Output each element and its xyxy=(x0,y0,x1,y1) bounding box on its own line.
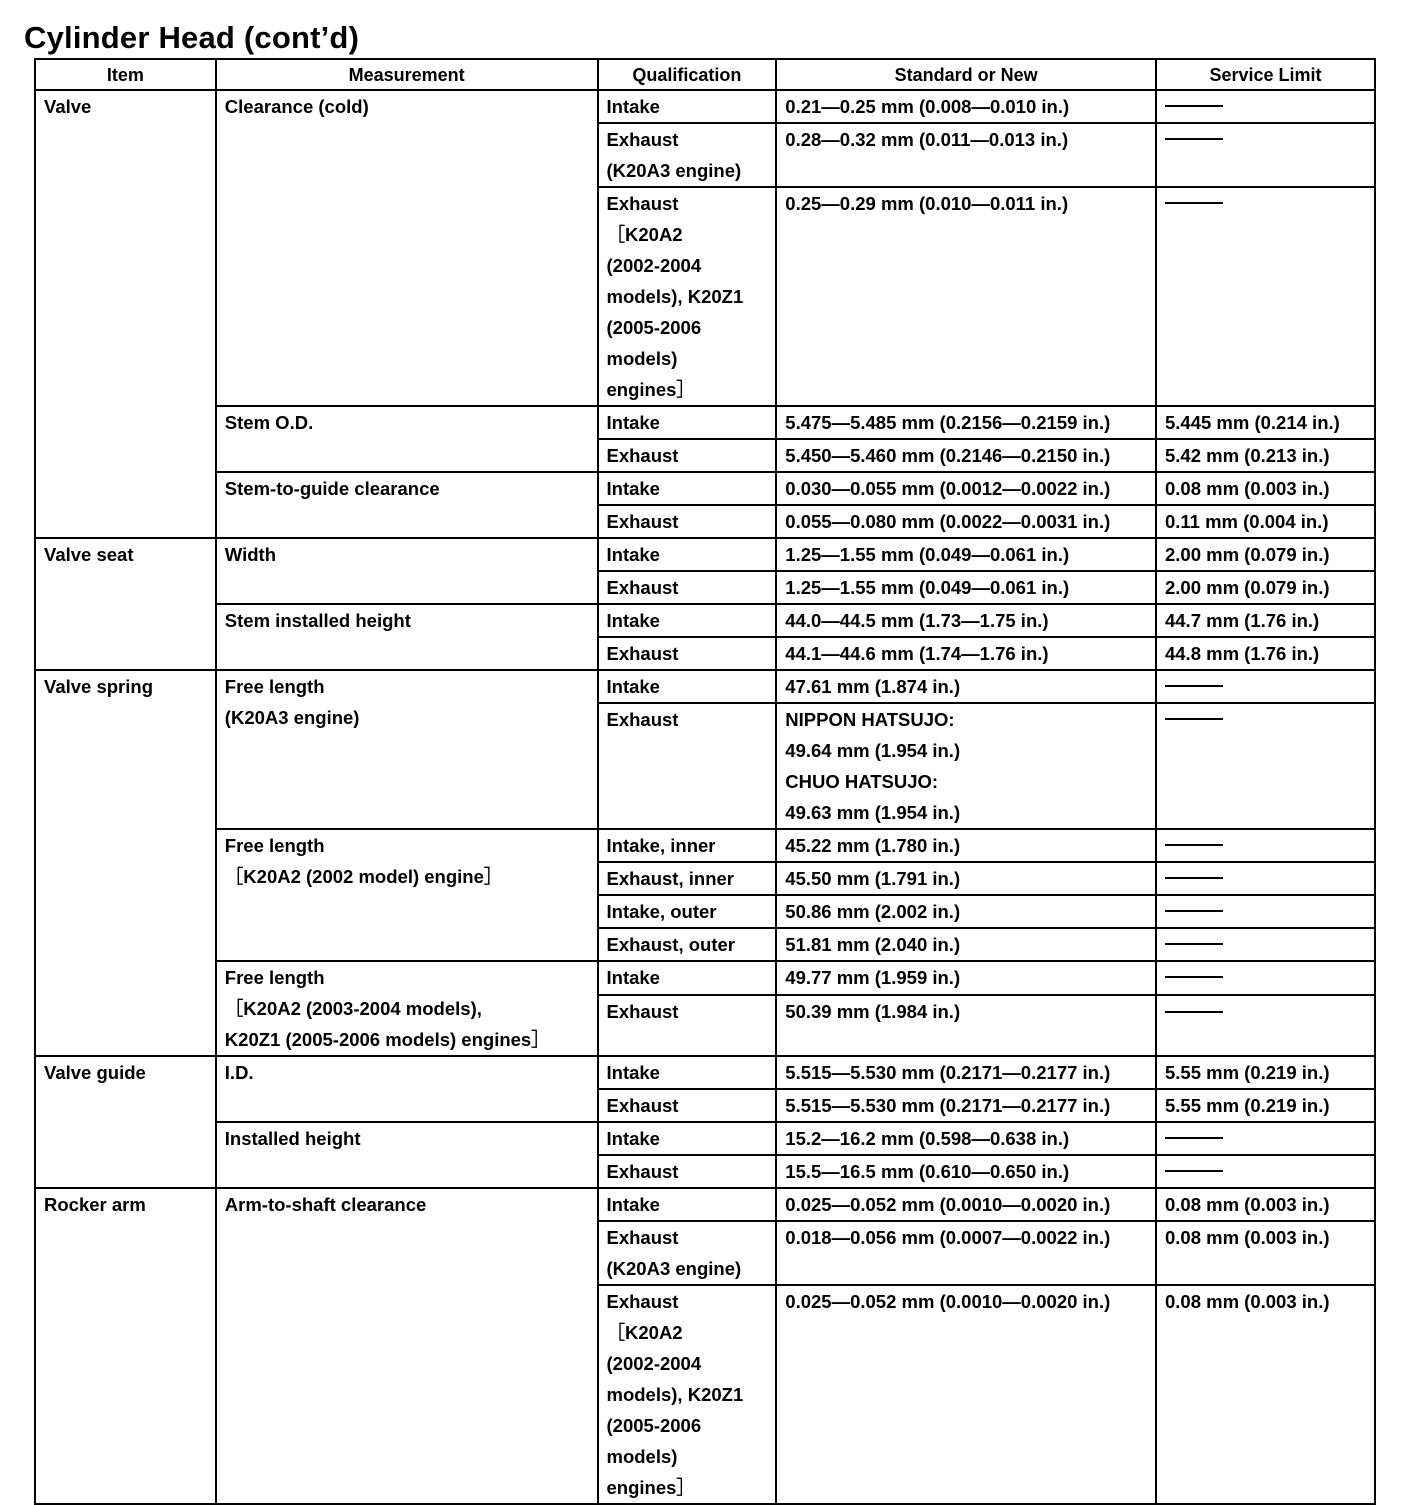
standard-cell: 47.61 mm (1.874 in.) xyxy=(776,670,1156,703)
measurement-cell: Free length ［K20A2 (2002 model) engine］ xyxy=(216,829,598,961)
item-cell: Valve spring xyxy=(35,670,216,1056)
limit-cell xyxy=(1156,123,1375,187)
standard-cell: 1.25—1.55 mm (0.049—0.061 in.) xyxy=(776,571,1156,604)
qualification-cell: Intake xyxy=(598,670,777,703)
limit-cell xyxy=(1156,961,1375,995)
standard-cell: 44.1—44.6 mm (1.74—1.76 in.) xyxy=(776,637,1156,670)
qualification-cell: Intake xyxy=(598,538,777,571)
item-cell: Valve xyxy=(35,90,216,538)
header-service-limit: Service Limit xyxy=(1156,59,1375,90)
limit-cell: 5.55 mm (0.219 in.) xyxy=(1156,1089,1375,1122)
qualification-cell: Exhaust xyxy=(598,505,777,538)
header-item: Item xyxy=(35,59,216,90)
standard-cell: 5.515—5.530 mm (0.2171—0.2177 in.) xyxy=(776,1089,1156,1122)
qualification-cell: Intake, outer xyxy=(598,895,777,928)
qualification-cell: Intake xyxy=(598,1188,777,1221)
limit-cell: 0.08 mm (0.003 in.) xyxy=(1156,1221,1375,1285)
measurement-cell: Width xyxy=(216,538,598,604)
qualification-cell: Intake xyxy=(598,90,777,123)
standard-cell: 1.25—1.55 mm (0.049—0.061 in.) xyxy=(776,538,1156,571)
qualification-cell: Exhaust xyxy=(598,571,777,604)
table-row xyxy=(35,406,1375,439)
page-title: Cylinder Head (cont’d) xyxy=(24,20,360,55)
qualification-cell: Exhaust xyxy=(598,1155,777,1188)
header-measurement: Measurement xyxy=(216,59,598,90)
qualification-cell: Intake xyxy=(598,1056,777,1089)
limit-cell: 44.7 mm (1.76 in.) xyxy=(1156,604,1375,637)
no-limit-dash xyxy=(1165,976,1223,978)
qualification-cell: Intake xyxy=(598,472,777,505)
limit-cell: 5.55 mm (0.219 in.) xyxy=(1156,1056,1375,1089)
measurement-cell: Installed height xyxy=(216,1122,598,1188)
table-row xyxy=(35,472,1375,505)
header-row xyxy=(35,59,1375,90)
limit-cell xyxy=(1156,1155,1375,1188)
standard-cell: 0.055—0.080 mm (0.0022—0.0031 in.) xyxy=(776,505,1156,538)
limit-cell: 5.445 mm (0.214 in.) xyxy=(1156,406,1375,439)
measurement-cell: Stem-to-guide clearance xyxy=(216,472,598,538)
limit-cell xyxy=(1156,895,1375,928)
no-limit-dash xyxy=(1165,1170,1223,1172)
standard-cell: 44.0—44.5 mm (1.73—1.75 in.) xyxy=(776,604,1156,637)
limit-cell: 2.00 mm (0.079 in.) xyxy=(1156,571,1375,604)
qualification-cell: Intake xyxy=(598,1122,777,1155)
item-cell: Valve seat xyxy=(35,538,216,670)
standard-cell: 0.025—0.052 mm (0.0010—0.0020 in.) xyxy=(776,1188,1156,1221)
qualification-cell: Exhaust xyxy=(598,637,777,670)
qualification-cell: Intake xyxy=(598,961,777,995)
limit-cell: 5.42 mm (0.213 in.) xyxy=(1156,439,1375,472)
no-limit-dash xyxy=(1165,1011,1223,1013)
standard-cell: 0.21—0.25 mm (0.008—0.010 in.) xyxy=(776,90,1156,123)
table-row xyxy=(35,670,1375,703)
table-row xyxy=(35,538,1375,571)
measurement-cell: Stem installed height xyxy=(216,604,598,670)
measurement-cell: I.D. xyxy=(216,1056,598,1122)
standard-cell: 0.28—0.32 mm (0.011—0.013 in.) xyxy=(776,123,1156,187)
limit-cell xyxy=(1156,995,1375,1056)
table-row xyxy=(35,604,1375,637)
table-row xyxy=(35,961,1375,995)
standard-cell: 15.2—16.2 mm (0.598—0.638 in.) xyxy=(776,1122,1156,1155)
item-cell: Rocker arm xyxy=(35,1188,216,1504)
header-standard: Standard or New xyxy=(776,59,1156,90)
limit-cell xyxy=(1156,862,1375,895)
no-limit-dash xyxy=(1165,943,1223,945)
table-row xyxy=(35,1056,1375,1089)
qualification-cell: Exhaust, inner xyxy=(598,862,777,895)
standard-cell: 5.475—5.485 mm (0.2156—0.2159 in.) xyxy=(776,406,1156,439)
standard-cell: 5.515—5.530 mm (0.2171—0.2177 in.) xyxy=(776,1056,1156,1089)
standard-cell: 51.81 mm (2.040 in.) xyxy=(776,928,1156,961)
limit-cell: 44.8 mm (1.76 in.) xyxy=(1156,637,1375,670)
no-limit-dash xyxy=(1165,877,1223,879)
limit-cell xyxy=(1156,703,1375,829)
no-limit-dash xyxy=(1165,910,1223,912)
no-limit-dash xyxy=(1165,844,1223,846)
standard-cell: 15.5—16.5 mm (0.610—0.650 in.) xyxy=(776,1155,1156,1188)
qualification-cell: Exhaust xyxy=(598,1089,777,1122)
standard-cell: 50.86 mm (2.002 in.) xyxy=(776,895,1156,928)
standard-cell: 0.018—0.056 mm (0.0007—0.0022 in.) xyxy=(776,1221,1156,1285)
no-limit-dash xyxy=(1165,105,1223,107)
standard-cell: 45.50 mm (1.791 in.) xyxy=(776,862,1156,895)
table-row xyxy=(35,1188,1375,1221)
standard-cell: 0.25—0.29 mm (0.010—0.011 in.) xyxy=(776,187,1156,406)
qualification-cell: Exhaust xyxy=(598,439,777,472)
standard-cell: 0.025—0.052 mm (0.0010—0.0020 in.) xyxy=(776,1285,1156,1504)
limit-cell xyxy=(1156,670,1375,703)
qualification-cell: Exhaust xyxy=(598,995,777,1056)
table-row xyxy=(35,90,1375,123)
header-qualification: Qualification xyxy=(598,59,777,90)
standard-cell: 0.030—0.055 mm (0.0012—0.0022 in.) xyxy=(776,472,1156,505)
qualification-cell: Exhaust (K20A3 engine) xyxy=(598,123,777,187)
qualification-cell: Intake xyxy=(598,604,777,637)
qualification-cell: Exhaust ［K20A2 (2002-2004 models), K20Z1 (2005-2006 models) engines］ xyxy=(598,1285,777,1504)
measurement-cell: Clearance (cold) xyxy=(216,90,598,406)
qualification-cell: Exhaust, outer xyxy=(598,928,777,961)
no-limit-dash xyxy=(1165,685,1223,687)
limit-cell xyxy=(1156,829,1375,862)
standard-cell: 49.77 mm (1.959 in.) xyxy=(776,961,1156,995)
table-row xyxy=(35,829,1375,862)
limit-cell xyxy=(1156,90,1375,123)
no-limit-dash xyxy=(1165,138,1223,140)
standard-cell: 45.22 mm (1.780 in.) xyxy=(776,829,1156,862)
item-cell: Valve guide xyxy=(35,1056,216,1188)
limit-cell xyxy=(1156,187,1375,406)
spec-table xyxy=(34,58,1376,1505)
measurement-cell: Stem O.D. xyxy=(216,406,598,472)
measurement-cell: Arm-to-shaft clearance xyxy=(216,1188,598,1504)
limit-cell: 0.11 mm (0.004 in.) xyxy=(1156,505,1375,538)
limit-cell: 2.00 mm (0.079 in.) xyxy=(1156,538,1375,571)
standard-cell: 5.450—5.460 mm (0.2146—0.2150 in.) xyxy=(776,439,1156,472)
no-limit-dash xyxy=(1165,718,1223,720)
limit-cell: 0.08 mm (0.003 in.) xyxy=(1156,1285,1375,1504)
qualification-cell: Intake xyxy=(598,406,777,439)
measurement-cell: Free length ［K20A2 (2003-2004 models), K20Z1 (2005-2006 models) engines］ xyxy=(216,961,598,1056)
qualification-cell: Exhaust ［K20A2 (2002-2004 models), K20Z1 (2005-2006 models) engines］ xyxy=(598,187,777,406)
limit-cell xyxy=(1156,1122,1375,1155)
qualification-cell: Exhaust (K20A3 engine) xyxy=(598,1221,777,1285)
standard-cell: NIPPON HATSUJO: 49.64 mm (1.954 in.) CHUO HATSUJO: 49.63 mm (1.954 in.) xyxy=(776,703,1156,829)
measurement-cell: Free length (K20A3 engine) xyxy=(216,670,598,829)
qualification-cell: Intake, inner xyxy=(598,829,777,862)
no-limit-dash xyxy=(1165,1137,1223,1139)
standard-cell: 50.39 mm (1.984 in.) xyxy=(776,995,1156,1056)
limit-cell: 0.08 mm (0.003 in.) xyxy=(1156,1188,1375,1221)
limit-cell xyxy=(1156,928,1375,961)
table-row xyxy=(35,1122,1375,1155)
limit-cell: 0.08 mm (0.003 in.) xyxy=(1156,472,1375,505)
no-limit-dash xyxy=(1165,202,1223,204)
qualification-cell: Exhaust xyxy=(598,703,777,829)
